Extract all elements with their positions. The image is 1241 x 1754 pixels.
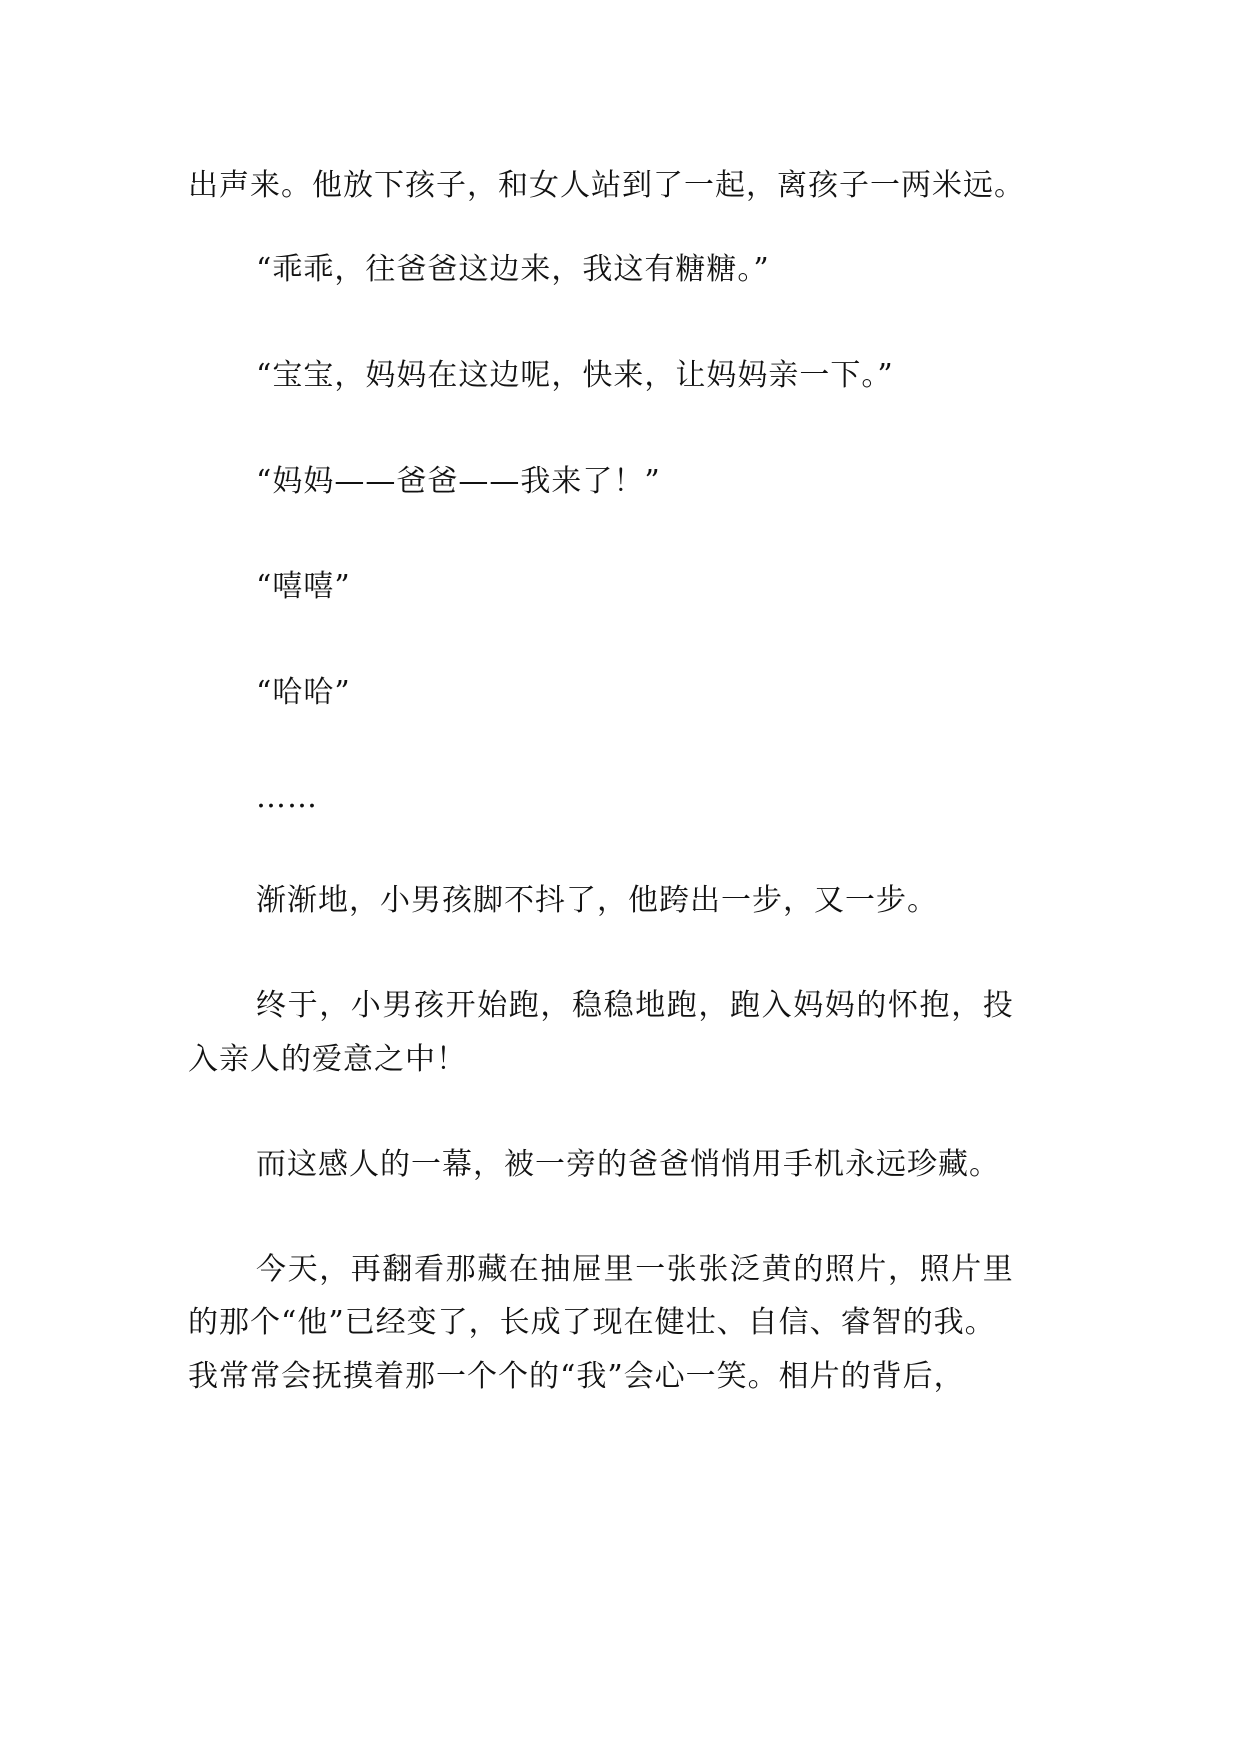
dialogue-line-child: “妈妈——爸爸——我来了！” xyxy=(256,464,661,499)
ellipsis-line: …… xyxy=(256,780,318,815)
paragraph-today-line-2: 的那个“他”已经变了，长成了现在健壮、自信、睿智的我。 xyxy=(188,1305,996,1340)
dialogue-line-mother: “宝宝，妈妈在这边呢，快来，让妈妈亲一下。” xyxy=(256,358,894,393)
paragraph-running-line-2: 入亲人的爱意之中！ xyxy=(188,1042,467,1077)
dialogue-line-laugh: “哈哈” xyxy=(256,675,351,710)
paragraph-running-line-1: 终于，小男孩开始跑，稳稳地跑，跑入妈妈的怀抱，投 xyxy=(256,988,1015,1023)
paragraph-photo-moment: 而这感人的一幕，被一旁的爸爸悄悄用手机永远珍藏。 xyxy=(256,1147,1000,1182)
text-line-continuation: 出声来。他放下孩子，和女人站到了一起，离孩子一两米远。 xyxy=(188,168,1025,203)
paragraph-today-line-3: 我常常会抚摸着那一个个的“我”会心一笑。相片的背后， xyxy=(188,1359,965,1394)
dialogue-line-father: “乖乖，往爸爸这边来，我这有糖糖。” xyxy=(256,252,770,287)
paragraph-first-steps: 渐渐地，小男孩脚不抖了，他跨出一步，又一步。 xyxy=(256,883,938,918)
paragraph-today-line-1: 今天，再翻看那藏在抽屉里一张张泛黄的照片，照片里 xyxy=(256,1252,1015,1287)
dialogue-line-giggle: “嘻嘻” xyxy=(256,569,351,604)
